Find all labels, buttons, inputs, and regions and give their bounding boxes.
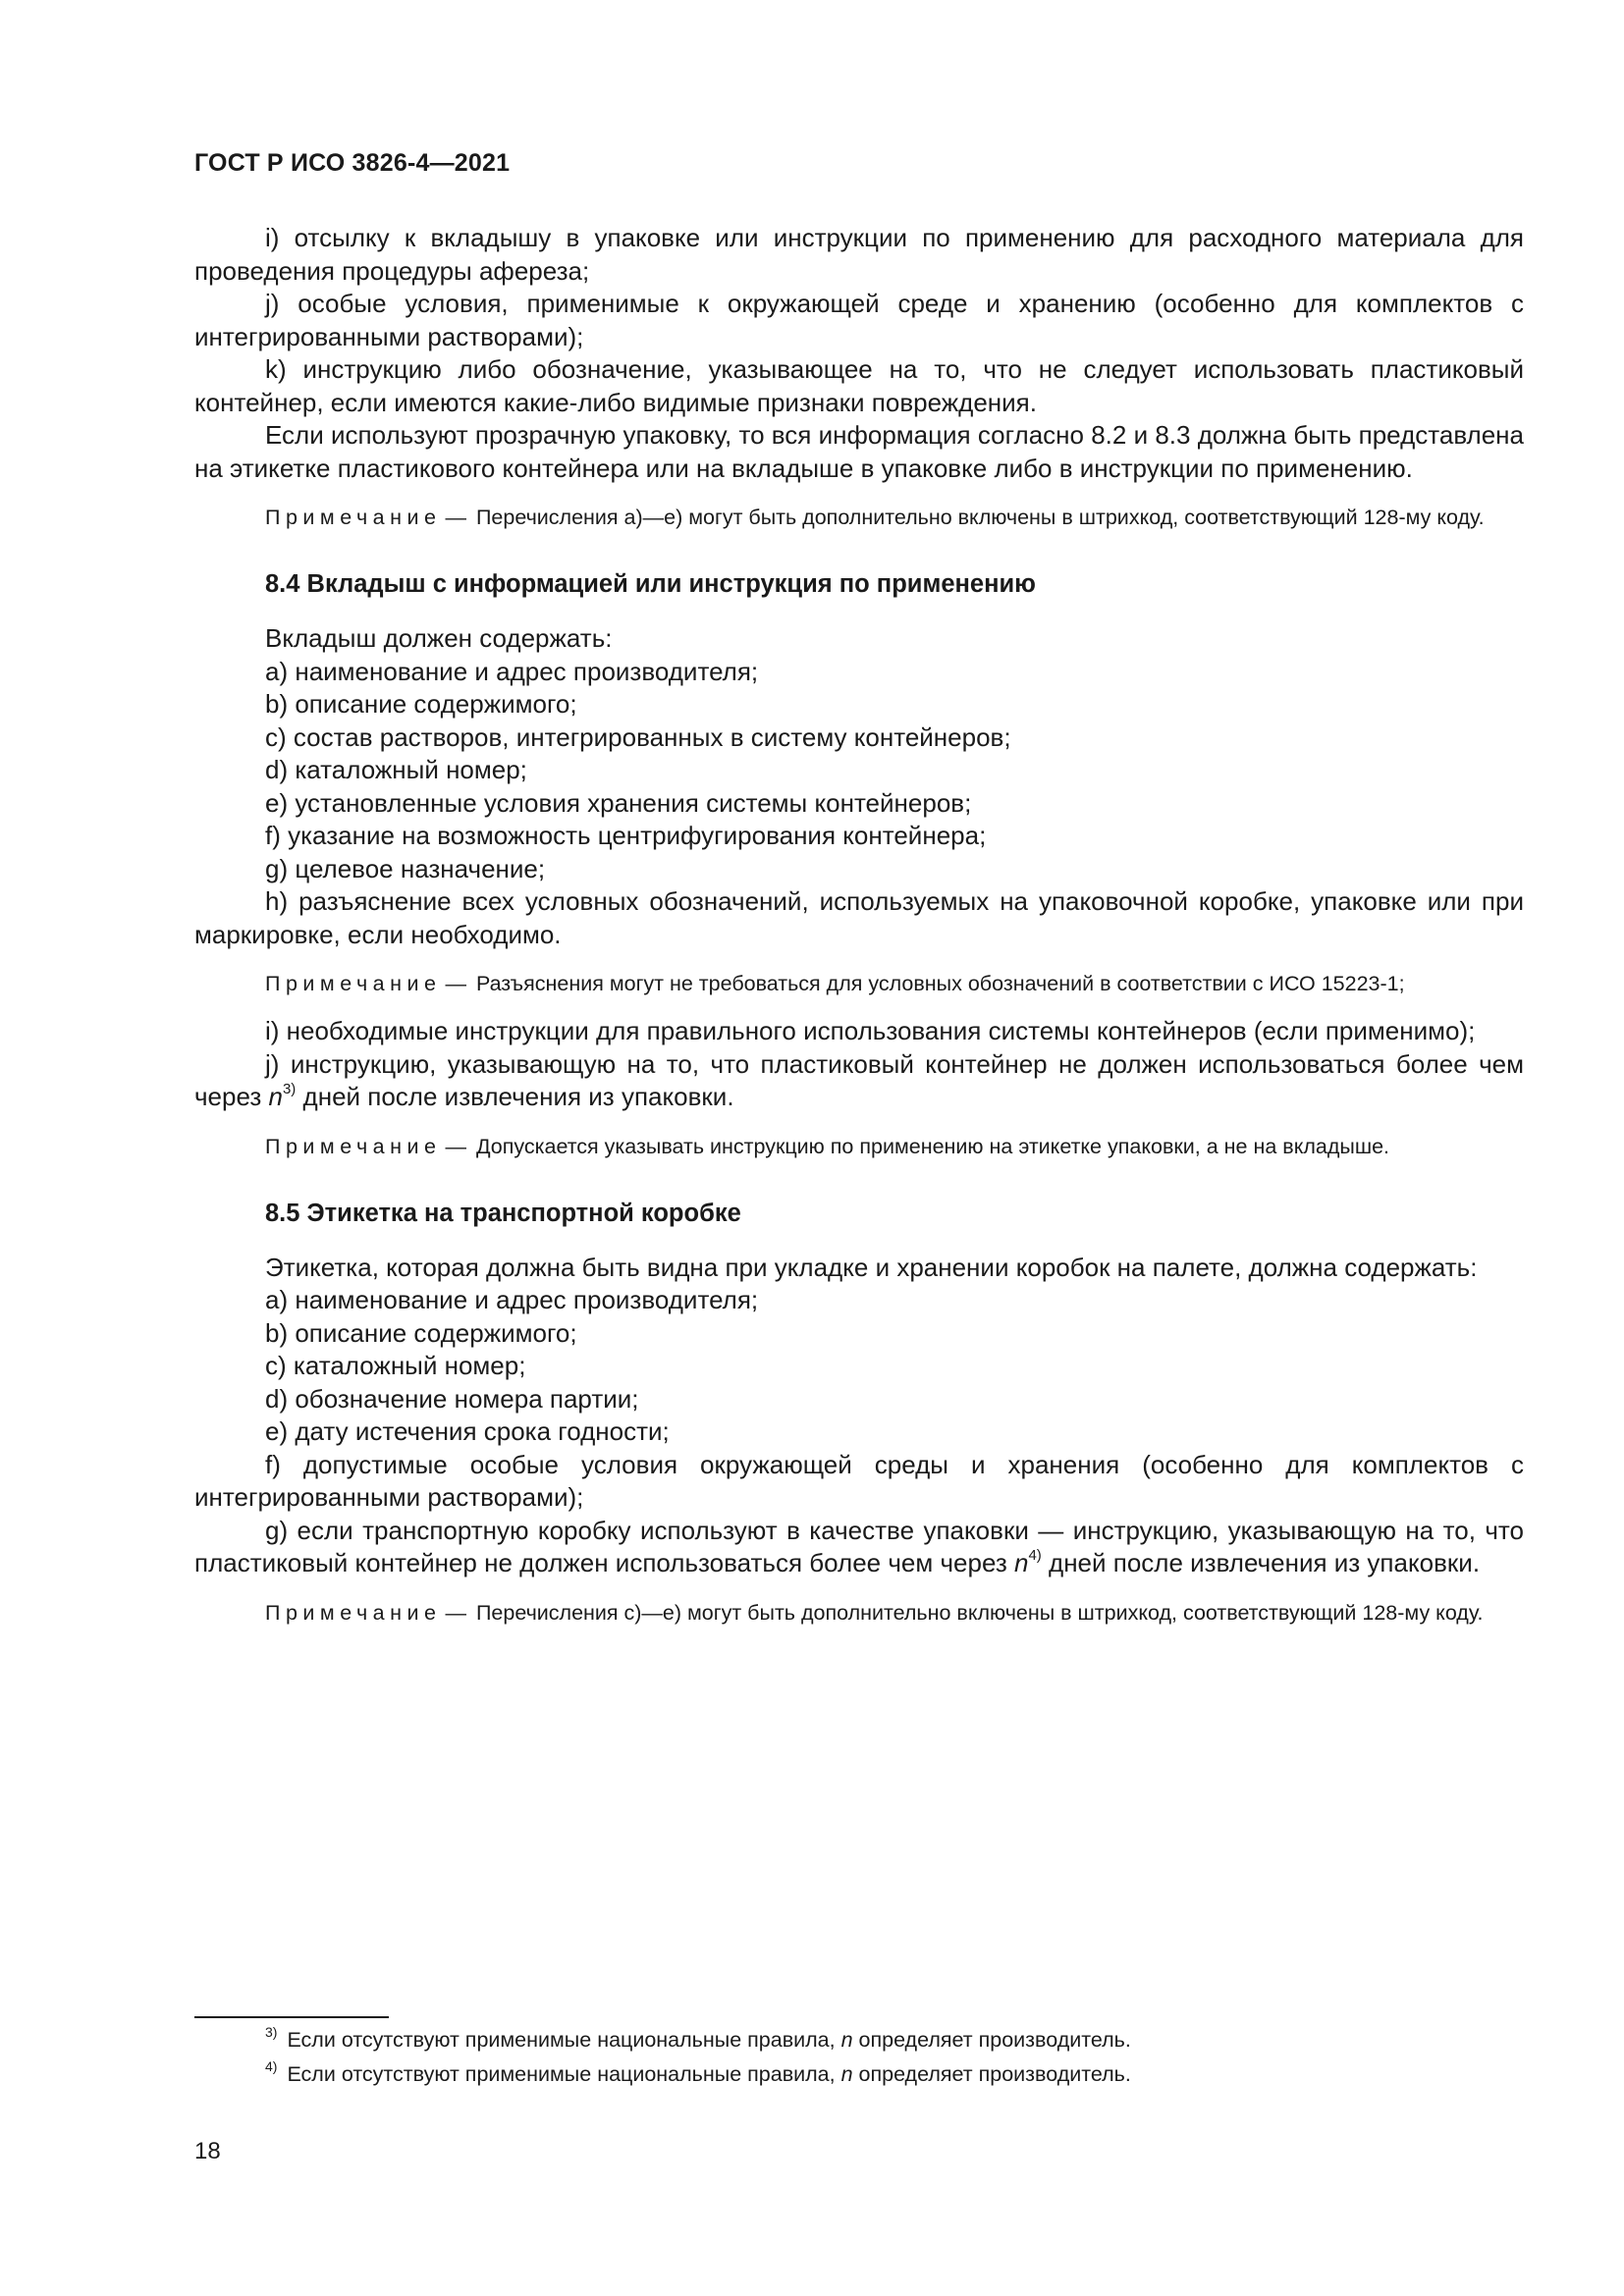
- list-item: a) наименование и адрес производителя;: [265, 1285, 759, 1314]
- variable-n: n: [840, 2028, 853, 2052]
- list-item: f) указание на возможность центрифугирования контейнера;: [265, 821, 987, 850]
- variable-n: n: [1013, 1548, 1029, 1577]
- section-heading-8-4: 8.4 Вкладыш с информацией или инструкция по применению: [265, 570, 1036, 598]
- list-item-i: i) отсылку к вкладышу в упаковке или инструкции по применению для расходного материала для проведения процедуры афереза;: [194, 223, 1524, 286]
- note-2: [194, 969, 1524, 999]
- footnote-ref-3[interactable]: 3): [282, 1081, 297, 1098]
- list-item-k: k) инструкцию либо обозначение, указывающее на то, что не следует использовать пластиковый контейнер, если имеются какие-либо видимые признаки повреждения.: [194, 354, 1524, 417]
- note-text: Разъяснения могут не требоваться для условных обозначений в соответствии с ИСО 15223-1;: [475, 972, 1405, 995]
- note-text: Допускается указывать инструкцию по применению на этикетке упаковки, а не на вкладыше.: [475, 1134, 1390, 1158]
- footnote-3: $^{3)}$ Если отсутствуют применимые национальные правила, n определяет производитель.: [265, 2023, 1131, 2052]
- note-text: Перечисления c)—e) могут быть дополнительно включены в штрихкод, соответствующий 128-му коду.: [475, 1600, 1484, 1625]
- list-item: d) каталожный номер;: [265, 755, 527, 784]
- list-item: c) каталожный номер;: [265, 1351, 526, 1380]
- footnote-4: $^{4)}$ Если отсутствуют применимые национальные правила, n определяет производитель.: [265, 2057, 1131, 2086]
- document-page: [194, 0, 1524, 2296]
- note-3: [194, 1132, 1524, 1162]
- note-text: Перечисления a)—e) могут быть дополнительно включены в штрихкод, соответствующий 128-му коду.: [475, 506, 1485, 529]
- list-item: f) допустимые особые условия окружающей среды и хранения (особенно для комплектов с интегрированными растворами);: [194, 1449, 1524, 1512]
- document-header: ГОСТ Р ИСО 3826-4—2021: [194, 149, 511, 177]
- note-dash: —: [445, 972, 466, 995]
- list-item: a) наименование и адрес производителя;: [265, 656, 759, 686]
- footnote-ref-4[interactable]: 4): [1028, 1547, 1042, 1565]
- list-item: Вкладыш должен содержать:: [265, 623, 613, 653]
- footnotes: [265, 2023, 1524, 2095]
- list-item: g) если транспортную коробку используют в качестве упаковки — инструкцию, указывающую на то, что пластиковый контейнер не должен использоваться более чем через $n^{4)}$ дней после извлечения из упаковки.: [194, 1515, 1524, 1577]
- note-4: [194, 1598, 1524, 1629]
- footnote-mark: 4): [265, 2057, 278, 2074]
- page-number: 18: [194, 2138, 221, 2164]
- footnote-mark: 3): [265, 2023, 278, 2040]
- list-item: j) инструкцию, указывающую на то, что пластиковый контейнер не должен использоваться более чем через $n^{3)}$ дней после извлечения из упаковки.: [194, 1048, 1524, 1111]
- paragraph-transparent-packaging: Если используют прозрачную упаковку, то вся информация согласно 8.2 и 8.3 должна быть представлена на этикетке пластикового контейнера или на вкладыше в упаковке либо в инструкции по применению.: [194, 420, 1524, 483]
- list-item: b) описание содержимого;: [265, 1317, 577, 1348]
- list-item: h) разъяснение всех условных обозначений, используемых на упаковочной коробке, упаковке или при маркировке, если необходимо.: [194, 886, 1524, 949]
- document-body: [194, 222, 1524, 1644]
- variable-n: n: [840, 2062, 853, 2086]
- variable-n: n: [268, 1082, 283, 1111]
- list-item: d) обозначение номера партии;: [265, 1383, 639, 1414]
- note-label: Примечание: [265, 1600, 442, 1625]
- list-item: e) установленные условия хранения системы контейнеров;: [265, 787, 972, 818]
- section-heading-8-5: 8.5 Этикетка на транспортной коробке: [265, 1199, 741, 1227]
- list-item: e) дату истечения срока годности;: [265, 1416, 670, 1446]
- note-dash: —: [445, 506, 466, 529]
- note-dash: —: [445, 1134, 466, 1158]
- note-1: [194, 503, 1524, 533]
- list-item: Этикетка, которая должна быть видна при укладке и хранении коробок на палете, должна содержать:: [265, 1252, 1478, 1282]
- list-item: g) целевое назначение;: [265, 853, 546, 883]
- footnote-separator: [194, 2016, 389, 2018]
- note-label: Примечание: [265, 1134, 442, 1158]
- list-item: i) необходимые инструкции для правильного использования системы контейнеров (если применимо);: [265, 1016, 1476, 1045]
- note-label: Примечание: [265, 972, 442, 995]
- list-item-j: j) особые условия, применимые к окружающей среде и хранению (особенно для комплектов с интегрированными растворами);: [194, 289, 1524, 351]
- list-item: c) состав растворов, интегрированных в систему контейнеров;: [265, 721, 1011, 752]
- list-item: b) описание содержимого;: [265, 689, 577, 719]
- note-dash: —: [445, 1600, 466, 1625]
- note-label: Примечание: [265, 506, 442, 529]
